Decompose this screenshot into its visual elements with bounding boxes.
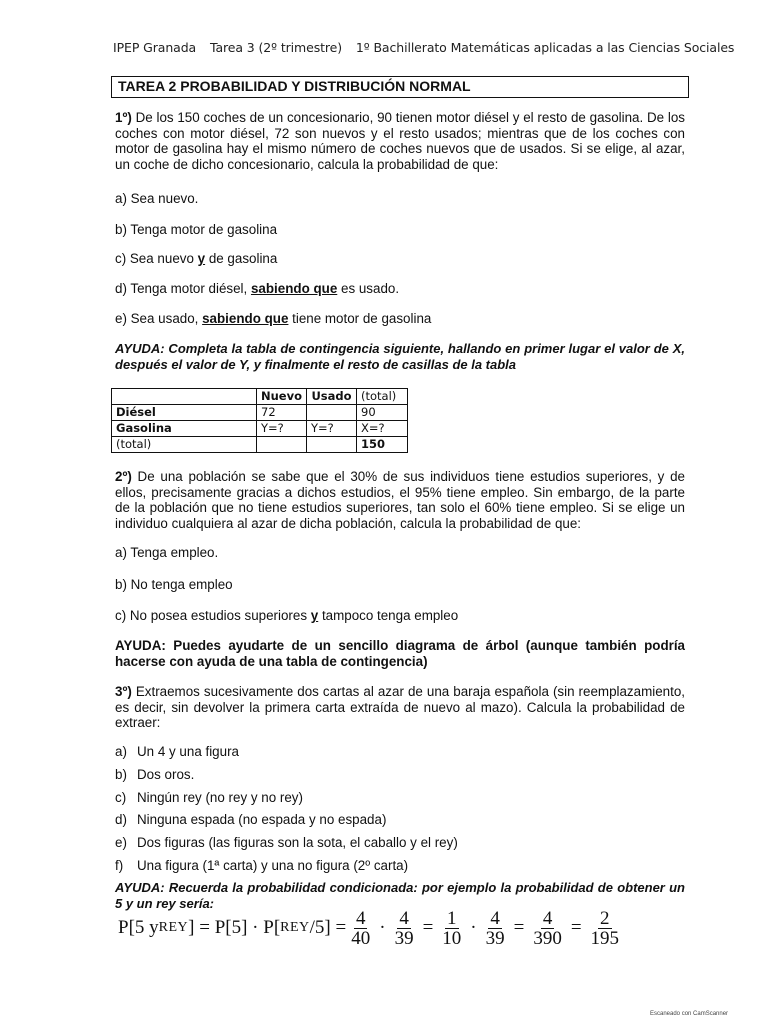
formula-lhs-c: /5] = — [309, 917, 347, 938]
fraction-numerator: 2 — [600, 907, 610, 929]
fraction-numerator: 1 — [447, 907, 457, 929]
q1-c-post: de gasolina — [205, 251, 278, 266]
operator: · — [470, 917, 477, 938]
formula-lhs-b: ] = P[5] · P[ — [188, 917, 281, 938]
list-item-text: Dos figuras (las figuras son la sota, el caballo y el rey) — [137, 835, 458, 850]
q1-c-pre: c) Sea nuevo — [115, 251, 198, 266]
table-row-label: (total) — [112, 437, 257, 453]
table-header-total: (total) — [357, 389, 408, 405]
header-course: 1º Bachillerato Matemáticas aplicadas a las Ciencias Sociales — [355, 40, 735, 55]
table-row-label: Gasolina — [112, 421, 257, 437]
list-item — [115, 744, 239, 760]
fraction — [484, 909, 507, 948]
header-task: Tarea 3 (2º trimestre) — [209, 40, 343, 55]
table-row — [112, 437, 408, 453]
fraction — [440, 909, 463, 948]
list-item — [115, 790, 303, 806]
table-cell: Y=? — [257, 421, 307, 437]
fraction — [531, 909, 564, 948]
q3-help: AYUDA: Recuerda la probabilidad condicionada: por ejemplo la probabilidad de obtener un 5 y un rey sería: — [115, 880, 685, 911]
fraction-numerator: 4 — [399, 907, 409, 929]
list-item-letter: e) — [115, 835, 127, 850]
list-item-letter: c) — [115, 790, 127, 805]
q2-number: 2º) — [115, 469, 132, 484]
header-school: IPEP Granada — [113, 40, 197, 55]
q2-item-a: a) Tenga empleo. — [115, 545, 219, 560]
q2-statement — [115, 469, 685, 531]
table-cell: Y=? — [307, 421, 357, 437]
fraction-denominator: 39 — [394, 927, 414, 949]
q1-item-c — [115, 251, 685, 267]
list-item — [115, 812, 386, 828]
q2-c-emph: y — [310, 608, 319, 623]
page-header — [113, 40, 744, 55]
table-cell — [307, 405, 357, 421]
fraction-denominator: 390 — [533, 927, 562, 949]
fraction-denominator: 10 — [442, 927, 462, 949]
table-cell — [257, 437, 307, 453]
scanner-watermark: Escaneado con CamScanner — [650, 1011, 729, 1017]
q2-c-pre: c) No posea estudios superiores — [115, 608, 311, 623]
q1-item-b: b) Tenga motor de gasolina — [115, 222, 278, 237]
list-item — [115, 835, 458, 851]
list-item-text: Ninguna espada (no espada y no espada) — [137, 812, 387, 827]
table-cell: X=? — [357, 421, 408, 437]
list-item — [115, 858, 408, 874]
q1-text: De los 150 coches de un concesionario, 90 tienen motor diésel y el resto de gasolina. De los coches con motor diésel, 72 son nuevos y el resto usados; mientras que de los coches con motor de gasolina hay el mismo número de coches nuevos que de usados. Si se elige, al azar, un coche de dicho concesionario, calcula la probabilidad de que: — [115, 110, 685, 172]
list-item-letter: d) — [115, 812, 127, 827]
formula-lhs-a: P[5 y — [118, 917, 159, 938]
probability-formula — [118, 906, 624, 950]
table-row — [112, 405, 408, 421]
q1-e-post: tiene motor de gasolina — [288, 311, 432, 326]
q1-e-emph: sabiendo que — [202, 311, 289, 326]
q1-e-pre: e) Sea usado, — [115, 311, 203, 326]
list-item-text: Una figura (1ª carta) y una no figura (2º carta) — [137, 858, 409, 873]
fraction-denominator: 40 — [351, 927, 371, 949]
list-item-letter: a) — [115, 744, 127, 759]
q1-item-a: a) Sea nuevo. — [115, 191, 199, 206]
list-item — [115, 767, 194, 783]
q1-c-emph: y — [197, 251, 206, 266]
fraction-numerator: 4 — [355, 907, 366, 929]
q2-item-b: b) No tenga empleo — [115, 577, 233, 592]
contingency-table — [111, 388, 408, 453]
q3-text: Extraemos sucesivamente dos cartas al azar de una baraja española (sin reemplazamiento, es decir, sin devolver la primera carta extraída de nuevo al mazo). Calcula la probabilidad de extraer: — [115, 684, 685, 730]
list-item-text: Un 4 y una figura — [137, 744, 239, 759]
formula-rey-1: REY — [158, 920, 189, 935]
q1-d-post: es usado. — [337, 281, 400, 296]
q2-item-c — [115, 608, 685, 624]
list-item-letter: b) — [115, 767, 127, 782]
fraction-numerator: 4 — [490, 907, 500, 929]
q2-c-post: tampoco tenga empleo — [318, 608, 459, 623]
fraction — [349, 909, 372, 948]
table-row — [112, 421, 408, 437]
q3-statement — [115, 684, 685, 731]
q1-item-d — [115, 281, 685, 297]
q2-text: De una población se sabe que el 30% de sus individuos tiene estudios superiores, y de ellos, precisamente gracias a dichos estudios, el 95% tiene empleo. Sin embargo, de la parte de la población que no tiene estudios superiores, tan solo el 60% tiene empleo. Si se elige un individuo cualquiera al azar de dicha población, calcula la probabilidad de que: — [115, 469, 685, 531]
list-item-text: Dos oros. — [137, 767, 195, 782]
q1-statement — [115, 110, 685, 172]
q1-item-e — [115, 311, 685, 327]
table-cell: 150 — [357, 437, 408, 453]
formula-rey-2: REY — [280, 920, 310, 935]
q1-help: AYUDA: Completa la tabla de contingencia siguiente, hallando en primer lugar el valor de X, después el valor de Y, y finalmente el resto de casillas de la tabla — [115, 341, 685, 372]
q2-help: AYUDA: Puedes ayudarte de un sencillo diagrama de árbol (aunque también podría hacerse con ayuda de una tabla de contingencia) — [115, 638, 685, 669]
table-row-label: Diésel — [112, 405, 257, 421]
table-cell — [307, 437, 357, 453]
fraction-numerator: 4 — [542, 907, 553, 929]
fraction — [589, 909, 622, 948]
operator: = — [570, 917, 582, 938]
fraction-denominator: 39 — [485, 927, 505, 949]
fraction-denominator: 195 — [590, 927, 620, 949]
operator: = — [513, 917, 525, 938]
table-cell: 90 — [357, 405, 408, 421]
q1-d-pre: d) Tenga motor diésel, — [115, 281, 251, 296]
fraction — [393, 909, 416, 948]
operator: = — [422, 917, 434, 938]
table-cell: 72 — [257, 405, 307, 421]
table-header-usado: Usado — [307, 389, 357, 405]
table-header-nuevo: Nuevo — [257, 389, 307, 405]
list-item-letter: f) — [115, 858, 124, 873]
q1-number: 1º) — [115, 110, 132, 125]
table-cell — [112, 389, 257, 405]
q1-d-emph: sabiendo que — [250, 281, 338, 296]
document-title: TAREA 2 PROBABILIDAD Y DISTRIBUCIÓN NORMAL — [111, 76, 689, 98]
q3-number: 3º) — [115, 684, 132, 699]
table-header-row — [112, 389, 408, 405]
operator: · — [379, 917, 386, 938]
list-item-text: Ningún rey (no rey y no rey) — [137, 790, 303, 805]
